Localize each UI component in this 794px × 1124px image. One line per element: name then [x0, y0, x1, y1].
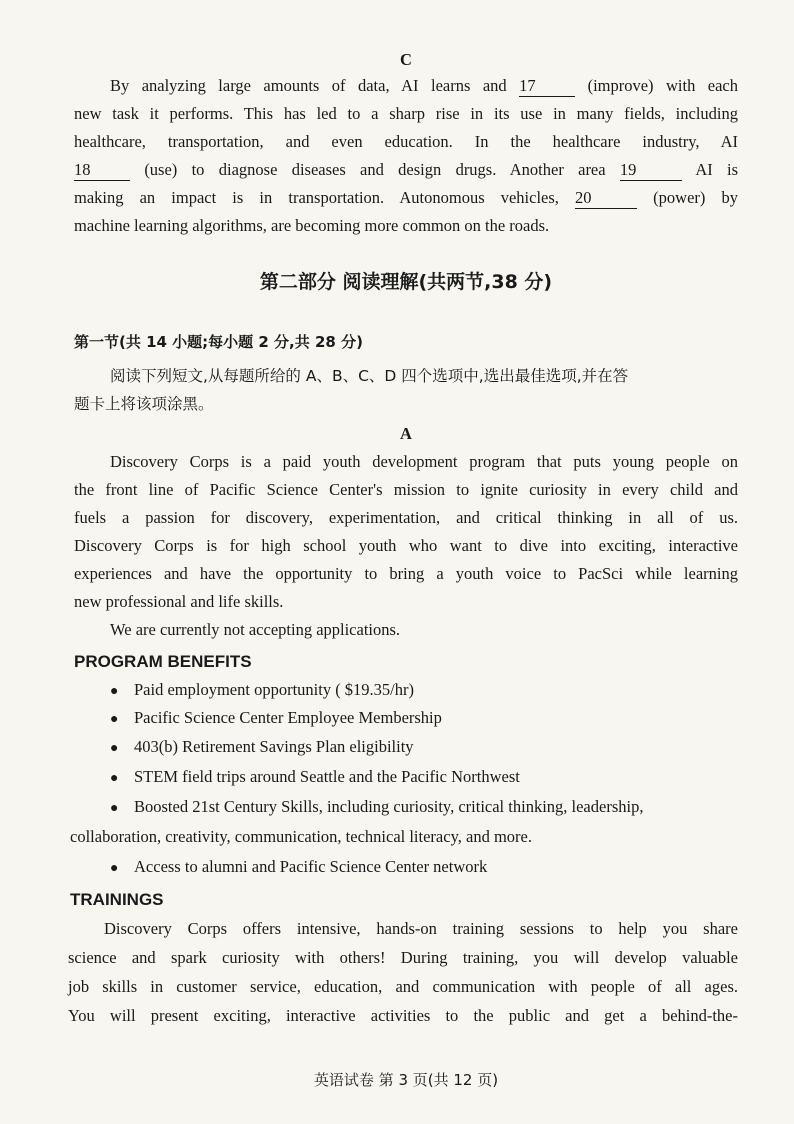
- benefit-item: ● Pacific Science Center Employee Membership: [110, 704, 442, 734]
- section-c-passage: [74, 72, 738, 240]
- passage-line: new professional and life skills.: [74, 592, 284, 611]
- bullet-icon: ●: [110, 861, 119, 876]
- bullet-icon: ●: [110, 801, 119, 816]
- passage-line: making an impact is in transportation. Autonomous vehicles, 20 (power) by: [74, 188, 739, 207]
- section-c-letter: C: [400, 50, 412, 69]
- trainings-heading: TRAININGS: [70, 890, 164, 909]
- passage-line: job skills in customer service, education, and communication with people of all ages.: [68, 977, 738, 996]
- bullet-icon: ●: [110, 712, 119, 727]
- passage-a-paragraph: [74, 448, 738, 644]
- part-two-title: 第二部分 阅读理解(共两节,38 分): [259, 271, 553, 293]
- passage-line: 18 (use) to diagnose diseases and design drugs. Another area 19 AI is: [74, 160, 739, 179]
- bullet-icon: ●: [110, 684, 119, 699]
- program-benefits-heading: PROGRAM BENEFITS: [74, 652, 252, 671]
- section-one-title: 第一节(共 14 小题;每小题 2 分,共 28 分): [74, 333, 363, 351]
- passage-line: Discovery Corps offers intensive, hands-on training sessions to help you share: [104, 919, 738, 938]
- blank-19[interactable]: 19: [620, 160, 682, 181]
- passage-line: Discovery Corps is a paid youth development program that puts young people on: [110, 452, 738, 471]
- passage-line: We are currently not accepting applications.: [110, 620, 401, 639]
- blank-17[interactable]: 17: [519, 76, 575, 97]
- passage-line: machine learning algorithms, are becoming more common on the roads.: [74, 216, 550, 235]
- passage-line: By analyzing large amounts of data, AI learns and 17 (improve) with each: [110, 76, 739, 95]
- page-footer: 英语试卷 第 3 页(共 12 页): [313, 1071, 499, 1089]
- passage-line: healthcare, transportation, and even education. In the healthcare industry, AI: [74, 132, 738, 151]
- benefit-item: ● Access to alumni and Pacific Science Center network: [110, 853, 487, 883]
- passage-line: Discovery Corps is for high school youth who want to dive into exciting, interactive: [74, 536, 738, 555]
- blank-18[interactable]: 18: [74, 160, 130, 181]
- passage-line: fuels a passion for discovery, experimentation, and critical thinking in all of us.: [74, 508, 738, 527]
- benefit-item: ● 403(b) Retirement Savings Plan eligibility: [110, 733, 414, 763]
- passage-line: You will present exciting, interactive activities to the public and get a behind-the-: [68, 1006, 738, 1025]
- trainings-paragraph: [68, 914, 738, 1030]
- instructions: 阅读下列短文,从每题所给的 A、B、C、D 四个选项中,选出最佳选项,并在答 题卡上将该项涂黑。: [74, 367, 629, 413]
- passage-line: the front line of Pacific Science Center's mission to ignite curiosity in every child and: [74, 480, 738, 499]
- passage-a-letter: A: [400, 424, 412, 443]
- benefit-item: ● STEM field trips around Seattle and the Pacific Northwest: [110, 763, 520, 793]
- passage-line: experiences and have the opportunity to bring a youth voice to PacSci while learning: [74, 564, 738, 583]
- passage-line: new task it performs. This has led to a sharp rise in its use in many fields, including: [74, 104, 738, 123]
- benefit-item-continued: collaboration, creativity, communication, technical literacy, and more.: [70, 827, 532, 846]
- bullet-icon: ●: [110, 741, 119, 756]
- benefit-item: ● Boosted 21st Century Skills, including curiosity, critical thinking, leadership,: [110, 793, 738, 823]
- benefit-item: ● Paid employment opportunity ( $19.35/hr): [110, 676, 414, 706]
- bullet-icon: ●: [110, 771, 119, 786]
- passage-line: science and spark curiosity with others! During training, you will develop valuable: [68, 948, 738, 967]
- blank-20[interactable]: 20: [575, 188, 637, 209]
